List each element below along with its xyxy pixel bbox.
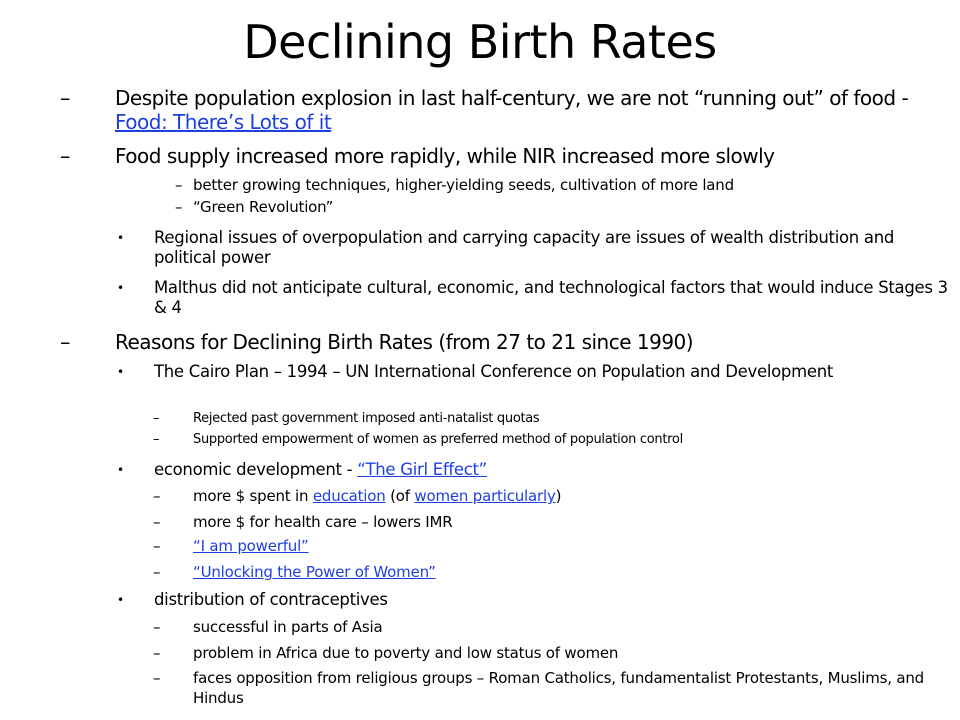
dash-marker: –	[60, 86, 71, 110]
bullet-marker: •	[117, 463, 125, 477]
dash-marker: –	[153, 487, 161, 505]
item-text: Malthus did not anticipate cultural, economic, and technological factors that would induce Stages 3 & 4	[154, 278, 948, 317]
bullet-marker: •	[117, 281, 125, 295]
item-text: successful in parts of Asia	[193, 618, 383, 636]
bullet-marker: •	[117, 365, 125, 379]
education-link[interactable]: education	[312, 487, 386, 505]
dash-marker: –	[60, 144, 71, 168]
item-text: “Green Revolution”	[193, 198, 334, 216]
dash-marker: –	[153, 537, 161, 555]
item-text: Despite population explosion in last half-century, we are not “running out” of food -	[115, 86, 909, 110]
dash-marker: –	[153, 618, 161, 636]
slide-title: Declining Birth Rates	[243, 15, 717, 69]
item-text: Supported empowerment of women as preferred method of population control	[193, 432, 683, 447]
item-text: The Cairo Plan – 1994 – UN International Conference on Population and Development	[154, 362, 834, 381]
item-text: better growing techniques, higher-yielding seeds, cultivation of more land	[193, 176, 734, 194]
item-text: Reasons for Declining Birth Rates (from 27 to 21 since 1990)	[115, 330, 694, 354]
dash-marker: –	[153, 644, 161, 662]
dash-marker: –	[153, 432, 160, 447]
item-text: (of	[385, 487, 415, 505]
item-text: problem in Africa due to poverty and low status of women	[193, 644, 619, 662]
bullet-marker: •	[117, 593, 125, 607]
item-text: more $ spent in	[193, 487, 313, 505]
item-text: distribution of contraceptives	[154, 590, 388, 609]
dash-marker: –	[153, 411, 160, 426]
dash-marker: –	[60, 330, 71, 354]
item-text: Food supply increased more rapidly, while NIR increased more slowly	[115, 144, 775, 168]
dash-marker: –	[175, 176, 183, 194]
women-particularly-link[interactable]: women particularly	[414, 487, 556, 505]
item-text: economic development -	[154, 460, 358, 479]
dash-marker: –	[153, 669, 161, 687]
food-link[interactable]: Food: There’s Lots of it	[115, 110, 332, 134]
item-text: faces opposition from religious groups – Roman Catholics, fundamentalist Protestants, Muslims, and Hindus	[193, 669, 924, 707]
dash-marker: –	[175, 198, 183, 216]
item-text: Regional issues of overpopulation and carrying capacity are issues of wealth distribution and political power	[154, 228, 895, 267]
dash-marker: –	[153, 563, 161, 581]
item-text: more $ for health care – lowers IMR	[193, 513, 453, 531]
dash-marker: –	[153, 513, 161, 531]
bullet-marker: •	[117, 231, 125, 245]
i-am-powerful-link[interactable]: “I am powerful”	[193, 537, 309, 555]
unlocking-power-link[interactable]: “Unlocking the Power of Women”	[193, 563, 436, 581]
girl-effect-link[interactable]: “The Girl Effect”	[357, 460, 487, 479]
item-text: )	[555, 487, 562, 505]
item-text: Rejected past government imposed anti-natalist quotas	[193, 411, 540, 426]
